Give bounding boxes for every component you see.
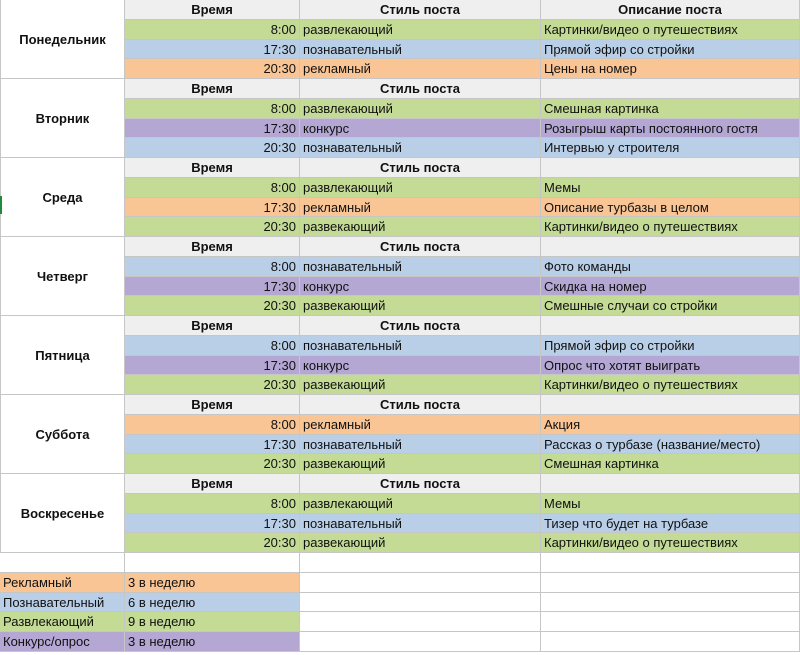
empty-cell[interactable] [541, 632, 800, 652]
header-time[interactable]: Время [125, 237, 300, 257]
time-cell[interactable]: 20:30 [125, 59, 300, 79]
desc-cell[interactable]: Фото команды [541, 257, 800, 277]
desc-cell[interactable]: Смешная картинка [541, 99, 800, 119]
style-cell[interactable]: развлекающий [300, 178, 541, 198]
time-cell[interactable]: 20:30 [125, 217, 300, 237]
header-desc[interactable] [541, 316, 800, 336]
time-cell[interactable]: 20:30 [125, 454, 300, 474]
header-desc[interactable] [541, 79, 800, 99]
style-cell[interactable]: познавательный [300, 40, 541, 60]
time-cell[interactable]: 20:30 [125, 375, 300, 395]
header-style[interactable]: Стиль поста [300, 474, 541, 494]
header-style[interactable]: Стиль поста [300, 237, 541, 257]
time-cell[interactable]: 17:30 [125, 514, 300, 534]
style-cell[interactable]: познавательный [300, 257, 541, 277]
time-cell[interactable]: 8:00 [125, 415, 300, 435]
empty-cell[interactable] [0, 553, 125, 573]
header-time[interactable]: Время [125, 158, 300, 178]
desc-cell[interactable]: Картинки/видео о путешествиях [541, 20, 800, 40]
style-cell[interactable]: развекающий [300, 454, 541, 474]
empty-cell[interactable] [541, 553, 800, 573]
empty-cell[interactable] [541, 593, 800, 613]
day-label[interactable]: Пятница [0, 316, 125, 395]
desc-cell[interactable]: Картинки/видео о путешествиях [541, 533, 800, 553]
header-time[interactable]: Время [125, 0, 300, 20]
summary-label[interactable]: Рекламный [0, 573, 125, 593]
empty-cell[interactable] [541, 573, 800, 593]
desc-cell[interactable]: Розыгрыш карты постоянного гостя [541, 119, 800, 139]
desc-cell[interactable]: Смешная картинка [541, 454, 800, 474]
desc-cell[interactable]: Интервью у строителя [541, 138, 800, 158]
desc-cell[interactable]: Описание турбазы в целом [541, 198, 800, 218]
time-cell[interactable]: 20:30 [125, 533, 300, 553]
empty-cell[interactable] [300, 632, 541, 652]
time-cell[interactable]: 8:00 [125, 336, 300, 356]
time-cell[interactable]: 20:30 [125, 138, 300, 158]
desc-cell[interactable]: Рассказ о турбазе (название/место) [541, 435, 800, 455]
desc-cell[interactable]: Смешные случаи со стройки [541, 296, 800, 316]
desc-cell[interactable]: Цены на номер [541, 59, 800, 79]
empty-cell[interactable] [300, 573, 541, 593]
desc-cell[interactable]: Скидка на номер [541, 277, 800, 297]
day-label[interactable]: Вторник [0, 79, 125, 158]
desc-cell[interactable]: Акция [541, 415, 800, 435]
style-cell[interactable]: конкурс [300, 277, 541, 297]
day-label[interactable]: Суббота [0, 395, 125, 474]
header-style[interactable]: Стиль поста [300, 79, 541, 99]
header-desc[interactable] [541, 237, 800, 257]
time-cell[interactable]: 8:00 [125, 99, 300, 119]
style-cell[interactable]: рекламный [300, 415, 541, 435]
style-cell[interactable]: познавательный [300, 138, 541, 158]
time-cell[interactable]: 8:00 [125, 257, 300, 277]
day-label[interactable]: Среда [0, 158, 125, 237]
header-time[interactable]: Время [125, 316, 300, 336]
time-cell[interactable]: 8:00 [125, 20, 300, 40]
time-cell[interactable]: 17:30 [125, 277, 300, 297]
header-style[interactable]: Стиль поста [300, 158, 541, 178]
header-time[interactable]: Время [125, 474, 300, 494]
desc-cell[interactable]: Опрос что хотят выиграть [541, 356, 800, 376]
style-cell[interactable]: развлекающий [300, 494, 541, 514]
header-time[interactable]: Время [125, 395, 300, 415]
header-desc[interactable]: Описание поста [541, 0, 800, 20]
day-label[interactable]: Понедельник [0, 0, 125, 79]
time-cell[interactable]: 20:30 [125, 296, 300, 316]
summary-value[interactable]: 6 в неделю [125, 593, 300, 613]
style-cell[interactable]: развекающий [300, 296, 541, 316]
selection-marker [0, 196, 2, 214]
header-desc[interactable] [541, 158, 800, 178]
style-cell[interactable]: познавательный [300, 336, 541, 356]
summary-value[interactable]: 3 в неделю [125, 632, 300, 652]
desc-cell[interactable]: Тизер что будет на турбазе [541, 514, 800, 534]
header-time[interactable]: Время [125, 79, 300, 99]
summary-value[interactable]: 3 в неделю [125, 573, 300, 593]
time-cell[interactable]: 17:30 [125, 119, 300, 139]
time-cell[interactable]: 17:30 [125, 356, 300, 376]
header-desc[interactable] [541, 395, 800, 415]
style-cell[interactable]: развекающий [300, 375, 541, 395]
desc-cell[interactable]: Мемы [541, 494, 800, 514]
time-cell[interactable]: 8:00 [125, 494, 300, 514]
empty-cell[interactable] [541, 612, 800, 632]
header-style[interactable]: Стиль поста [300, 316, 541, 336]
style-cell[interactable]: конкурс [300, 356, 541, 376]
empty-cell[interactable] [300, 612, 541, 632]
time-cell[interactable]: 8:00 [125, 178, 300, 198]
time-cell[interactable]: 17:30 [125, 40, 300, 60]
summary-label[interactable]: Конкурс/опрос [0, 632, 125, 652]
style-cell[interactable]: развекающий [300, 217, 541, 237]
style-cell[interactable]: конкурс [300, 119, 541, 139]
time-cell[interactable]: 17:30 [125, 435, 300, 455]
desc-cell[interactable]: Мемы [541, 178, 800, 198]
summary-value[interactable]: 9 в неделю [125, 612, 300, 632]
style-cell[interactable]: рекламный [300, 198, 541, 218]
summary-label[interactable]: Познавательный [0, 593, 125, 613]
empty-cell[interactable] [300, 593, 541, 613]
desc-cell[interactable]: Прямой эфир со стройки [541, 336, 800, 356]
style-cell[interactable]: развлекающий [300, 20, 541, 40]
day-label[interactable]: Четверг [0, 237, 125, 316]
desc-cell[interactable]: Картинки/видео о путешествиях [541, 375, 800, 395]
header-desc[interactable] [541, 474, 800, 494]
style-cell[interactable]: развлекающий [300, 99, 541, 119]
empty-cell[interactable] [125, 553, 300, 573]
time-cell[interactable]: 17:30 [125, 198, 300, 218]
style-cell[interactable]: познавательный [300, 514, 541, 534]
style-cell[interactable]: познавательный [300, 435, 541, 455]
summary-label[interactable]: Развлекающий [0, 612, 125, 632]
header-style[interactable]: Стиль поста [300, 0, 541, 20]
day-label[interactable]: Воскресенье [0, 474, 125, 553]
desc-cell[interactable]: Картинки/видео о путешествиях [541, 217, 800, 237]
desc-cell[interactable]: Прямой эфир со стройки [541, 40, 800, 60]
style-cell[interactable]: рекламный [300, 59, 541, 79]
empty-cell[interactable] [300, 553, 541, 573]
style-cell[interactable]: развекающий [300, 533, 541, 553]
header-style[interactable]: Стиль поста [300, 395, 541, 415]
